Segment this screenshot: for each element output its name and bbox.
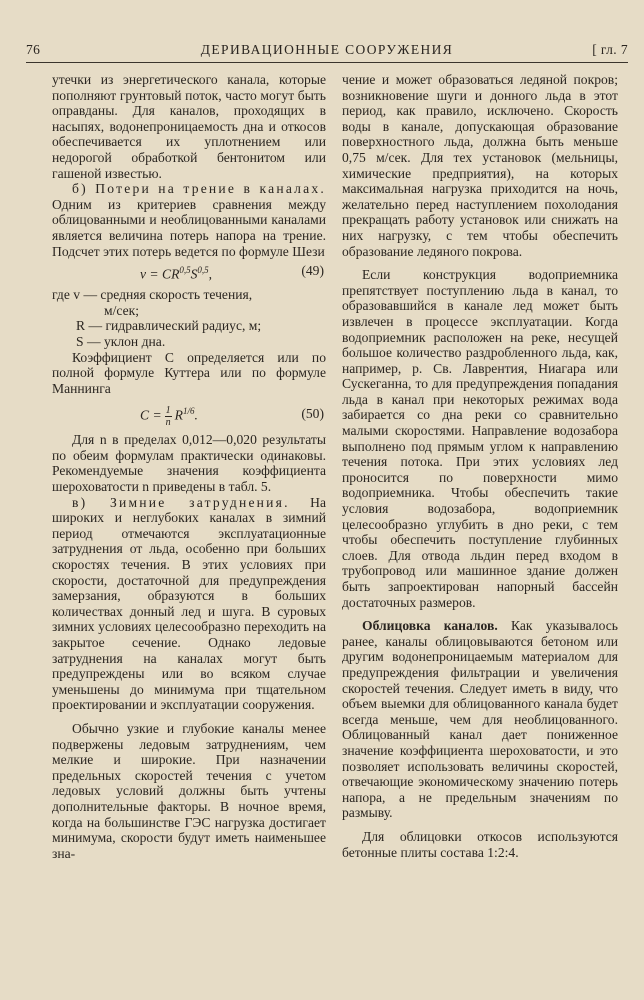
paragraph: Облицовка каналов. Как указывалось ранее, каналы облицовываются бетоном или другим водонепроницаемым материалом для предупреждения фильтрации и увеличения скоростей течения. Следует иметь в виду, что объем выемки для облицованного канала будет всегда меньше, чем для необлицованного. Облицованный канал дает пониженное значение коэффициента шероховатости, и это позволяет использовать величины скоростей, отвечающие экономическому значению потерь напора, а не предельным значениям по размыву. — [342, 618, 618, 821]
definition-line: R — гидравлический радиус, м; — [76, 318, 262, 334]
running-title: ДЕРИВАЦИОННЫЕ СООРУЖЕНИЯ — [200, 42, 454, 57]
section-heading: б) Потери на трение в каналах. — [72, 181, 326, 197]
paragraph: Если конструкция водоприемника препятствует поступлению льда в канал, то образовавшийся в канале лед может быть извлечен в процессе эксплуатации. Когда водоприемник расположен на реке, несущей большое количество раздробленного льда, как, например, р. Св. Лаврентия, Ниагара или Сускеганна, то для предупреждения попадания льда в канал при некоторых режимах вода забирается со дна реки со сравнительно малыми скоростями. Направление водозабора выполнено под прямым углом к направлению течения потока. При этих условиях лед проносится по поверхности мимо водоприемника. Чтобы обеспечить такие условия водозабора, водоприемник целесообразно углубить в дно реки, с тем чтобы обеспечить поступление глубинных слоев. Для отвода льдин перед входом в трубопровод или машинное здание должен быть запроектирован напорный бассейн достаточных размеров. — [342, 267, 618, 610]
fraction: $\frac{1}{n}$ — [165, 405, 171, 429]
paragraph: Коэффициент C определяется или по полной формуле Куттера или по формуле Маннинга — [52, 349, 326, 396]
paragraph: утечки из энергетического канала, которые пополняют грунтовый поток, часто могут быть оправданы. Для каналов, проходящих в насыпях, водонепроницаемость дна и откосов обеспечивается их уплотнением или недорогой обработкой бентонитом или гашеной известью. — [52, 72, 326, 181]
right-column — [342, 72, 618, 860]
paragraph: чение и может образоваться ледяной покров; возникновение шуги и донного льда в этот период, как правило, исключено. Скорость воды в канале, допускающая образование поверхностного льда, должна быть меньше 0,75 м/сек. Для тех установок (мельницы, химические предприятия), на которых максимальная нагрузка приходится на ночь, желательно перед наступлением похолодания прекращать работу установок или снижать на них нагрузку, с тем чтобы обеспечить образование ледяного покрова. — [342, 72, 618, 259]
paragraph: Для n в пределах 0,012—0,020 результаты по обеим формулам практически одинаковы. Рекомендуемые значения коэффициента шероховатости n приведены в табл. 5. — [52, 432, 326, 495]
definition-line: S — уклон дна. — [76, 333, 166, 349]
left-column — [52, 72, 326, 861]
page-number: 76 — [26, 42, 41, 57]
formula-expression: C = $\frac{1}{n}$ $R^{1/6}$. — [140, 405, 198, 429]
formula-number: (50) — [301, 406, 324, 422]
paragraph: Обычно узкие и глубокие каналы менее подвержены ледовым затруднениям, чем мелкие и широкие. При назначении предельных скоростей течения с учетом ледовых условий должны быть учтены дополнительные факторы. В ночное время, когда на большинстве ГЭС нагрузка достигает минимума, скорости будут иметь наименьшее зна- — [52, 720, 326, 861]
formula-49 — [52, 261, 326, 283]
formula-expression: $v = CR^{0,5}S^{0,5}$, — [140, 265, 213, 282]
definition-line: где v — средняя скорость течения, — [52, 287, 253, 303]
paragraph: Для облицовки откосов используются бетонные плиты состава 1:2:4. — [342, 828, 618, 860]
chapter-marker: [ гл. 7 — [592, 42, 628, 57]
formula-number: (49) — [301, 263, 324, 279]
paragraph: в) Зимние затруднения. На широких и неглубоких каналах в зимний период отмечаются эксплуатационные затруднения от льда, особенно при больших скоростях течения. В этих условиях при скорости, достаточной для предупреждения замерзания, образуются в больших количествах донный лед и шуга. В суровых зимних условиях целесообразно переходить на закрытое сечение. Однако ледовые затруднения на каналах могут быть предупреждены или во всяком случае уменьшены до минимума при тщательном проектировании и эксплуатации сооружения. — [52, 494, 326, 713]
paragraph: б) Потери на трение в каналах. Одним из критериев сравнения между облицованными и необлицованными каналами является величина потерь напора на трение. Подсчет этих потерь ведется по формуле Шези — [52, 181, 326, 259]
section-heading: Облицовка каналов. — [362, 618, 498, 634]
page-header — [26, 40, 628, 63]
section-heading: в) Зимние затруднения. — [72, 494, 290, 510]
formula-50 — [52, 398, 326, 428]
definition-line: м/сек; — [104, 302, 139, 318]
